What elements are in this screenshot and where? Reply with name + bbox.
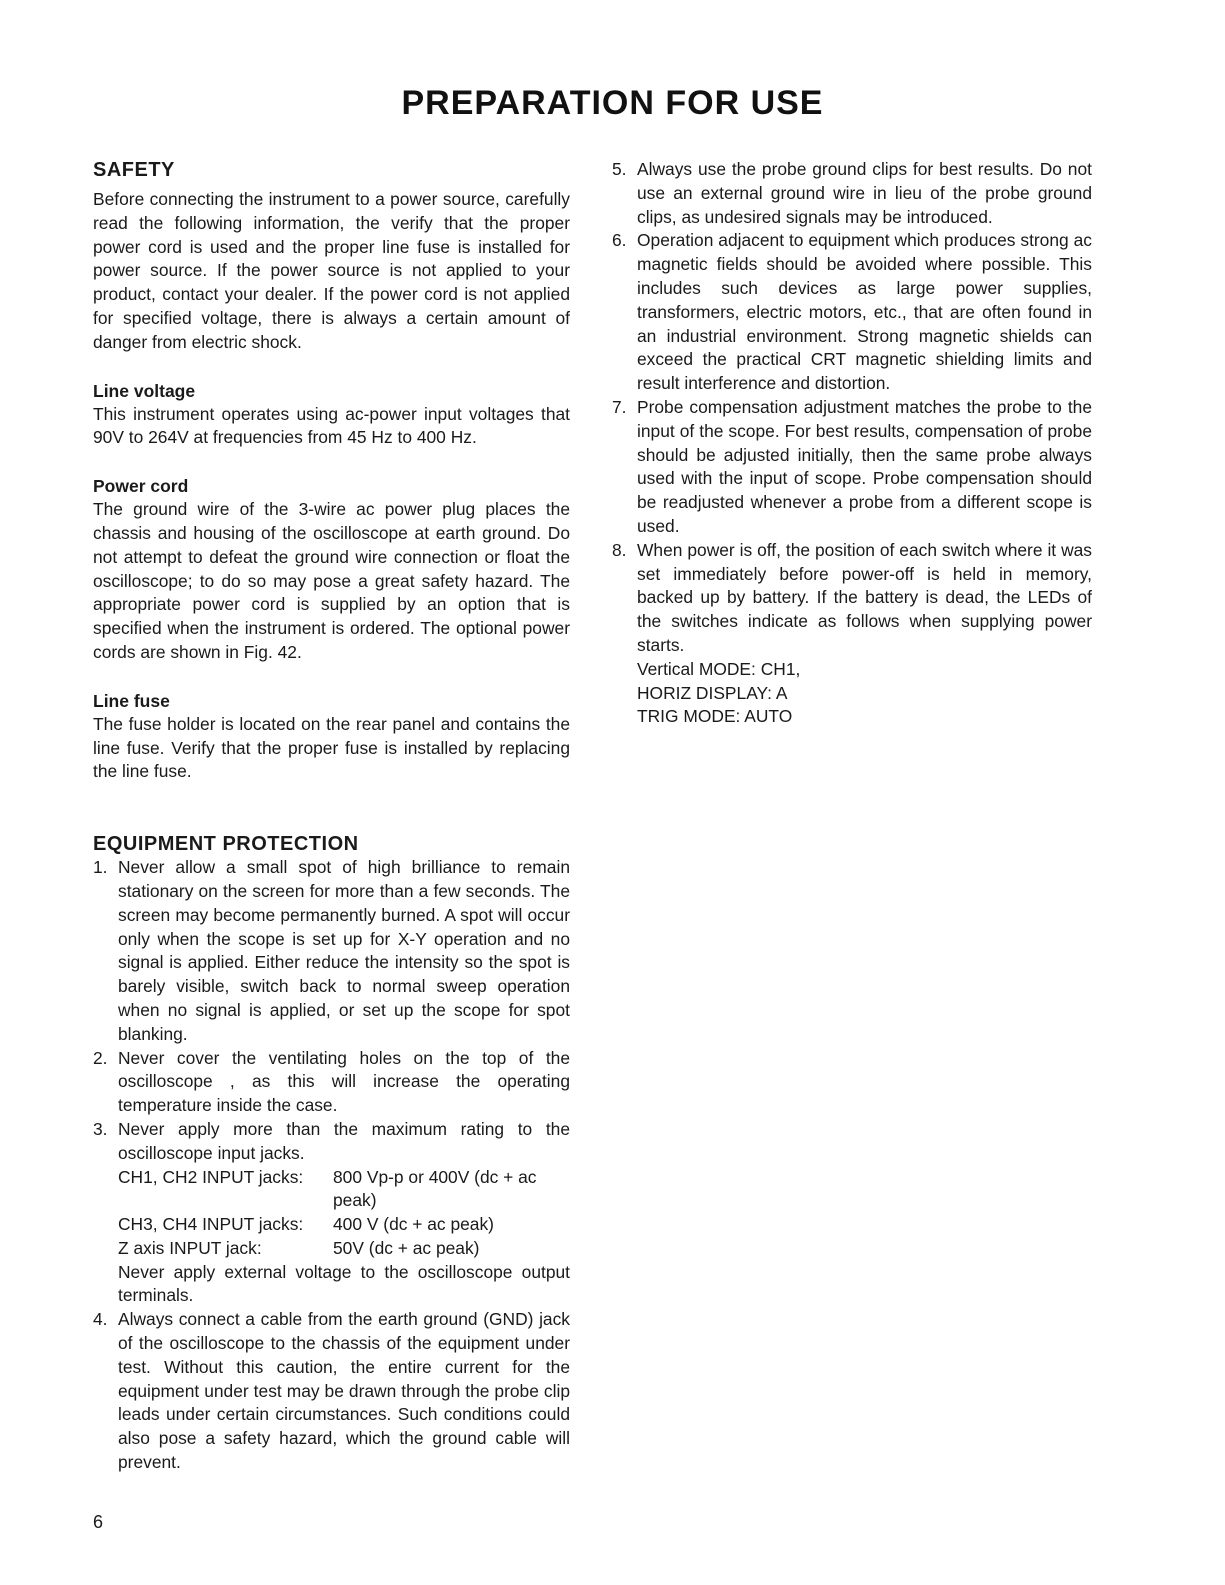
led-mode-trig: TRIG MODE: AUTO — [637, 706, 793, 727]
list-item — [612, 396, 1092, 539]
list-item-number: 8. — [612, 539, 627, 560]
rating-label: CH1, CH2 INPUT jacks: — [118, 1166, 304, 1187]
led-mode-vertical: Vertical MODE: CH1, — [637, 658, 801, 679]
list-item-number: 7. — [612, 396, 627, 417]
list-item-text: Probe compensation adjustment matches the probe to the input of the scope. For best results, compensation of probe should be adjusted initially, then the same probe always used with the input of scope. Probe compensation should be readjusted whenever a probe from a different scope is used. — [637, 396, 1092, 536]
list-item — [612, 229, 1092, 396]
list-item-number: 1. — [93, 857, 108, 878]
line-voltage-heading: Line voltage — [93, 380, 196, 401]
list-item — [93, 1308, 570, 1475]
line-voltage-text: This instrument operates using ac-power input voltages that 90V to 264V at frequencies from 45 Hz to 400 Hz. — [93, 403, 570, 448]
left-column — [93, 158, 570, 1475]
led-mode-list — [637, 658, 1092, 729]
list-item-text: Operation adjacent to equipment which produces strong ac magnetic fields should be avoided where possible. This includes such devices as large power supplies, transformers, electric motors, etc., that are often found in an industrial environment. Strong magnetic shields can exceed the practical CRT magnetic shielding limits and result interference and distortion. — [637, 230, 1092, 394]
rating-row — [118, 1213, 570, 1237]
list-item-note: Never apply external voltage to the oscilloscope output terminals. — [118, 1261, 570, 1306]
rating-value: 50V (dc + ac peak) — [333, 1237, 480, 1258]
list-item-text: Never apply more than the maximum rating to the oscilloscope input jacks. — [118, 1118, 570, 1163]
list-item — [93, 1118, 570, 1308]
safety-heading: SAFETY — [93, 159, 175, 181]
safety-intro: Before connecting the instrument to a power source, carefully read the following information, the verify that the proper power cord is used and the proper line fuse is installed for power source. If the power source is not applied to your product, contact your dealer. If the power cord is not applied for specified voltage, there is always a certain amount of danger from electric shock. — [93, 189, 570, 352]
list-item-number: 2. — [93, 1047, 108, 1068]
rating-label: Z axis INPUT jack: — [118, 1237, 262, 1258]
rating-label: CH3, CH4 INPUT jacks: — [118, 1214, 304, 1235]
right-column — [612, 158, 1092, 729]
list-item — [93, 856, 570, 1046]
page-title: PREPARATION FOR USE — [401, 84, 824, 122]
list-item-text: Always connect a cable from the earth ground (GND) jack of the oscilloscope to the chassis of the equipment under test. Without this caution, the entire current for the equipment under test may be drawn through the probe clip leads under certain circumstances. Such conditions could also pose a safety hazard, which the ground cable will prevent. — [118, 1309, 570, 1473]
list-item-text: Never allow a small spot of high brilliance to remain stationary on the screen for more than a few seconds. The screen may become permanently burned. A spot will occur only when the scope is set up for X-Y operation and no signal is applied. Either reduce the intensity so the spot is barely visible, switch back to normal sweep operation when no signal is applied, or set up the scope for spot blanking. — [118, 857, 570, 1044]
line-fuse-text: The fuse holder is located on the rear panel and contains the line fuse. Verify that the proper fuse is installed by replacing the line fuse. — [93, 713, 570, 782]
power-cord-heading: Power cord — [93, 476, 189, 497]
list-item-number: 6. — [612, 230, 627, 251]
led-mode-horiz: HORIZ DISPLAY: A — [637, 682, 788, 703]
page-number: 6 — [93, 1512, 104, 1532]
list-item — [612, 539, 1092, 729]
equipment-protection-heading: EQUIPMENT PROTECTION — [93, 833, 359, 856]
list-item-text: Never cover the ventilating holes on the top of the oscilloscope , as this will increase the operating temperature inside the case. — [118, 1047, 570, 1116]
list-item — [93, 1047, 570, 1118]
list-item-number: 4. — [93, 1309, 108, 1330]
rating-value: 400 V (dc + ac peak) — [333, 1214, 494, 1235]
list-item-text: When power is off, the position of each switch where it was set immediately before power-off is held in memory, backed up by battery. If the battery is dead, the LEDs of the switches indicate as follows when supplying power starts. — [637, 539, 1092, 655]
list-item-number: 3. — [93, 1118, 108, 1139]
rating-row — [118, 1237, 570, 1261]
list-item — [612, 158, 1092, 229]
list-item-number: 5. — [612, 159, 627, 179]
rating-row — [118, 1166, 570, 1214]
list-item-text: Always use the probe ground clips for best results. Do not use an external ground wire in lieu of the probe ground clips, as undesired signals may be introduced. — [637, 159, 1092, 227]
line-fuse-heading: Line fuse — [93, 690, 170, 711]
power-cord-text: The ground wire of the 3-wire ac power plug places the chassis and housing of the oscilloscope at earth ground. Do not attempt to defeat the ground wire connection or float the oscilloscope; to do so may pose a great safety hazard. The appropriate power cord is supplied by an option that is specified when the instrument is ordered. The optional power cords are shown in Fig. 42. — [93, 499, 570, 662]
rating-value: 800 Vp-p or 400V (dc + ac peak) — [333, 1166, 537, 1211]
